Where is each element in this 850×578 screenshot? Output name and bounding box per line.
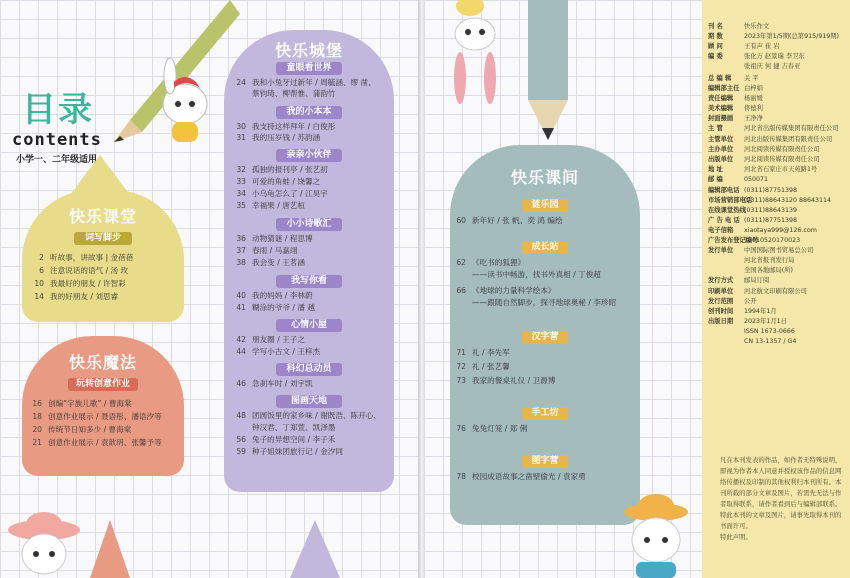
toc-entry[interactable]: 32 孤独的报刊亭 / 张艺初: [236, 165, 328, 174]
colophon-label: 主办单位: [708, 146, 734, 153]
category-chip: 我写你看: [276, 275, 342, 288]
toc-entry[interactable]: 73 我家的餐桌礼仪 / 卫源博: [456, 376, 556, 385]
colophon-row: [708, 175, 768, 184]
colophon-label: 责任编辑: [708, 95, 734, 102]
colophon-row: [708, 337, 796, 346]
colophon-row: [708, 276, 769, 285]
toc-entry[interactable]: 34 小乌龟怎么了 / 江昊宇: [236, 189, 328, 198]
toc-entry[interactable]: 42 朋友圈 / 王子之: [236, 335, 305, 344]
colophon-row: [708, 42, 780, 51]
section-ketang: [22, 190, 184, 322]
toc-entry[interactable]: ——读书中畅游，找书外真相 / 丁俊超: [472, 270, 601, 279]
toc-entry[interactable]: 31 我的压岁钱 / 苏韵涵: [236, 133, 321, 142]
toc-entry[interactable]: 16 创编“字族儿歌” / 曹海棠: [32, 399, 132, 408]
colophon-row: [708, 307, 777, 316]
colophon-row: [708, 155, 820, 164]
pencil-icon: [90, 520, 130, 578]
toc-entry[interactable]: 60 新年好 / 张 帆、奕 鸿 编绘: [456, 216, 563, 225]
colophon-row: [708, 327, 795, 336]
category-chip: 小小诗歌汇: [276, 218, 342, 231]
colophon-row: [708, 165, 817, 174]
colophon-value: 河北省报刊发行局: [744, 257, 795, 264]
toc-entry[interactable]: 14 我的好朋友 / 刘思睿: [34, 292, 119, 301]
colophon-label: 地 址: [708, 166, 723, 173]
colophon-row: [708, 32, 839, 41]
section-chengbao: [224, 30, 394, 492]
toc-entry[interactable]: 72 礼 / 张艺馨: [456, 362, 510, 371]
toc-grade: 小学一、二年级适用: [16, 155, 98, 165]
colophon-value: 关 平: [744, 75, 759, 82]
toc-entry[interactable]: 66 《地球的力量科学绘本》: [456, 286, 556, 295]
pencil-icon: [518, 0, 578, 145]
bunny-mascot-icon: [4, 508, 84, 578]
colophon-label: 发行范围: [708, 298, 734, 305]
colophon-label: 主 管: [708, 125, 723, 132]
colophon-value: CN 13-1357 / G4: [744, 338, 797, 345]
copyright-notice: 凡在本刊发表的作品，如作者无特殊说明，即视为作者本人同意并授权该作品的信息网络传播权及印制的其他权利归本刊所有。本刊所载的部分文章及图片，若需先无法与作者取得联系，请作者看到后与编辑部联系。特此本刊的文章及图片，请事先取得本刊的书面许可。 特此声明。: [720, 456, 842, 541]
colophon-value: ISSN 1673-0666: [744, 328, 795, 335]
toc-entry[interactable]: 62 《吃书的狐狸》: [456, 258, 526, 267]
category-chip: 图画天地: [276, 395, 342, 408]
colophon-row: [708, 246, 813, 255]
section-title: 快乐课间: [510, 168, 579, 187]
colophon-value: 河北航文印刷有限公司: [744, 288, 807, 295]
colophon-label: 发行单位: [708, 247, 734, 254]
colophon-row: [708, 62, 800, 71]
colophon-row: [708, 266, 793, 275]
section-kejian: [450, 145, 640, 525]
colophon-label: 主管单位: [708, 136, 734, 143]
section-title: 快乐魔法: [68, 353, 137, 372]
colophon-label: 广 告 电 话: [708, 217, 740, 224]
section-mofa: [22, 336, 184, 476]
colophon-label: 邮 编: [708, 176, 723, 183]
colophon-row: [708, 74, 759, 83]
toc-title: 目录: [22, 90, 94, 130]
toc-entry[interactable]: 钟汉君、丁郑萱、凯泽墨: [252, 423, 336, 432]
toc-entry[interactable]: 37 春雨 / 马嘉翊: [236, 246, 298, 255]
colophon-row: [708, 124, 838, 133]
toc-entry[interactable]: 76 兔兔灯笼 / 郑 俐: [456, 424, 528, 433]
toc-entry[interactable]: 40 我的妈妈 / 李林蔚: [236, 291, 313, 300]
bunny-mascot-icon: [616, 492, 696, 578]
toc-entry[interactable]: 21 创意作业展示 / 袁歆玥、张馨予等: [32, 438, 162, 447]
category-chip: 词写脚步: [74, 232, 132, 245]
toc-entry[interactable]: 30 我支持这样拜年 / 白俊彤: [236, 122, 336, 131]
colophon-label: 总 编 辑: [708, 75, 732, 82]
toc-entry[interactable]: 20 传统节日知多少 / 曹海棠: [32, 425, 132, 434]
colophon-row: [708, 104, 763, 113]
category-chip: 玩转创意作业: [68, 378, 138, 391]
colophon-value: 王有声 崔 岩: [744, 43, 780, 50]
colophon-label: 顾 问: [708, 43, 723, 50]
category-chip: 成长站: [522, 241, 568, 254]
toc-entry[interactable]: 10 我最好的朋友 / 许智彩: [34, 279, 126, 288]
toc-entry[interactable]: 2 听故事，讲故事 | 金蓓蓓: [39, 253, 134, 262]
section-title: 快乐课堂: [68, 207, 137, 226]
colophon-row: [708, 297, 757, 306]
colophon-value: 快乐作文: [744, 23, 770, 30]
colophon-label: 封面摄画: [708, 115, 734, 122]
colophon-row: [708, 84, 763, 93]
colophon-value: 中国国际图书贸易总公司: [744, 247, 814, 254]
toc-entry[interactable]: 18 创意作业展示 / 聂语彤、潘语汐等: [32, 412, 162, 421]
colophon-value: 邮局订阅: [744, 277, 770, 284]
colophon-label: 创刊时间: [708, 308, 734, 315]
toc-entry[interactable]: 36 动物猜谜 / 程思博: [236, 234, 313, 243]
colophon-value: (0311)87751398: [744, 187, 797, 194]
colophon-value: 河北阅读传媒有限责任公司: [744, 146, 820, 153]
colophon-value: 张祖庆 何 捷 吉春亚: [744, 63, 801, 70]
colophon-value: 2023年第1/5期(总第915/919期): [744, 33, 840, 40]
category-chip: 我的小本本: [276, 106, 342, 119]
category-chip: 童眼看世界: [276, 62, 342, 75]
colophon-value: 河北省石家庄市天苑路1号: [744, 166, 818, 173]
colophon-label: 在线课堂热线: [708, 207, 746, 214]
colophon-value: (0311)87751398: [744, 217, 797, 224]
colophon-row: [708, 236, 800, 245]
bunny-mascot-icon: [150, 56, 220, 146]
colophon-value: (0311)88643120 88643114: [744, 197, 832, 204]
colophon-label: 编 委: [708, 53, 723, 60]
colophon-value: 公开: [744, 298, 757, 305]
colophon-label: 出版日期: [708, 318, 734, 325]
colophon-label: 美术编辑: [708, 105, 734, 112]
category-chip: 心情小屋: [276, 319, 342, 332]
colophon-label: 市场营销部电话: [708, 197, 753, 204]
toc-subtitle: contents: [12, 130, 102, 150]
colophon-value: 13010520170023: [744, 237, 801, 244]
colophon-value: 050071: [744, 176, 769, 183]
colophon-row: [708, 22, 769, 31]
colophon-label: 刊 名: [708, 23, 723, 30]
colophon-value: 白梓娟: [744, 85, 763, 92]
colophon-value: 杨丽媛: [744, 95, 763, 102]
colophon-label: 发行方式: [708, 277, 734, 284]
bunny-mascot-icon: [440, 0, 510, 110]
colophon-row: [708, 226, 817, 235]
toc-entry[interactable]: 33 可爱的角蛙 / 饶馨之: [236, 177, 321, 186]
colophon-value: 1994年1月: [744, 308, 777, 315]
colophon-value: 张化万 赵景瑞 李卫东: [744, 53, 805, 60]
colophon-row: [708, 114, 763, 123]
colophon-value: 2023年1月1日: [744, 318, 787, 325]
colophon-label: 期 数: [708, 33, 723, 40]
colophon-value: 佟德利: [744, 105, 763, 112]
toc-entry[interactable]: 48 团圆饭里的家乡味 / 谢既浩、陈开心、: [236, 411, 381, 420]
colophon-label: 编辑部主任: [708, 85, 740, 92]
toc-entry[interactable]: 44 学写小古文 / 王梓杰: [236, 347, 321, 356]
colophon-row: [708, 94, 763, 103]
colophon-label: 编辑部电话: [708, 187, 740, 194]
colophon-row: [708, 287, 807, 296]
colophon-value: xiaotaya999@126.com: [744, 227, 817, 234]
colophon-row: [708, 186, 797, 195]
colophon-value: 王净净: [744, 115, 763, 122]
category-chip: 亲亲小伙伴: [276, 149, 342, 162]
colophon-value: 河北省出版传媒集团有限责任公司: [744, 125, 839, 132]
colophon-label: 出版单位: [708, 156, 734, 163]
colophon-label: 电子信箱: [708, 227, 734, 234]
toc-entry[interactable]: 71 礼 / 李先军: [456, 348, 510, 357]
toc-entry[interactable]: 38 我会变 / 王茗涵: [236, 258, 305, 267]
toc-entry[interactable]: 蔡钧琦、柳帮惟、蒲韵竹: [252, 89, 336, 98]
colophon-value: 河北阅读传媒有限责任公司: [744, 156, 820, 163]
toc-entry[interactable]: 41 糊涂的爷爷 / 潘 越: [236, 303, 315, 312]
toc-entry[interactable]: ——跟随自然脚步，探寻地球奥秘 / 李珍昭: [472, 298, 617, 307]
colophon-row: [708, 145, 820, 154]
category-chip: 图字营: [522, 455, 568, 468]
colophon-label: 印刷单位: [708, 288, 734, 295]
colophon-row: [708, 256, 794, 265]
colophon-row: [708, 216, 797, 225]
colophon-value: 全国各地邮局(所): [744, 267, 793, 274]
colophon-row: [708, 135, 832, 144]
colophon-row: [708, 206, 797, 215]
colophon-value: (0311)88643139: [744, 207, 797, 214]
toc-entry[interactable]: 24 我和小兔牙过新年 / 周毓涵、缪 凿、: [236, 78, 376, 87]
toc-entry[interactable]: 78 校园成语故事之凿壁偷光 / 袁家勇: [456, 472, 586, 481]
toc-entry[interactable]: 6 注意说话的语气 / 汤 玫: [39, 266, 129, 275]
pencil-icon: [60, 150, 140, 195]
colophon-row: [708, 317, 787, 326]
colophon-value: 河北出版传媒集团有限责任公司: [744, 136, 833, 143]
colophon-label: 广告发布登记编号: [708, 237, 759, 244]
colophon-row: [708, 52, 805, 61]
toc-entry[interactable]: 35 幸福果 / 唐艺桓: [236, 201, 305, 210]
toc-entry[interactable]: 46 急刹车时 / 刘宇凯: [236, 379, 313, 388]
toc-entry[interactable]: 59 种子姐妹团旅行记 / 金汐同: [236, 447, 343, 456]
category-chip: 手工坊: [522, 407, 568, 420]
section-title: 快乐城堡: [274, 41, 343, 60]
category-chip: 汉字营: [522, 331, 568, 344]
category-chip: 谜乐园: [522, 199, 568, 212]
pencil-icon: [290, 520, 340, 578]
toc-entry[interactable]: 56 兔子的异想空间 / 李子禾: [236, 435, 336, 444]
colophon-row: [708, 196, 831, 205]
category-chip: 科幻总动员: [276, 363, 342, 376]
